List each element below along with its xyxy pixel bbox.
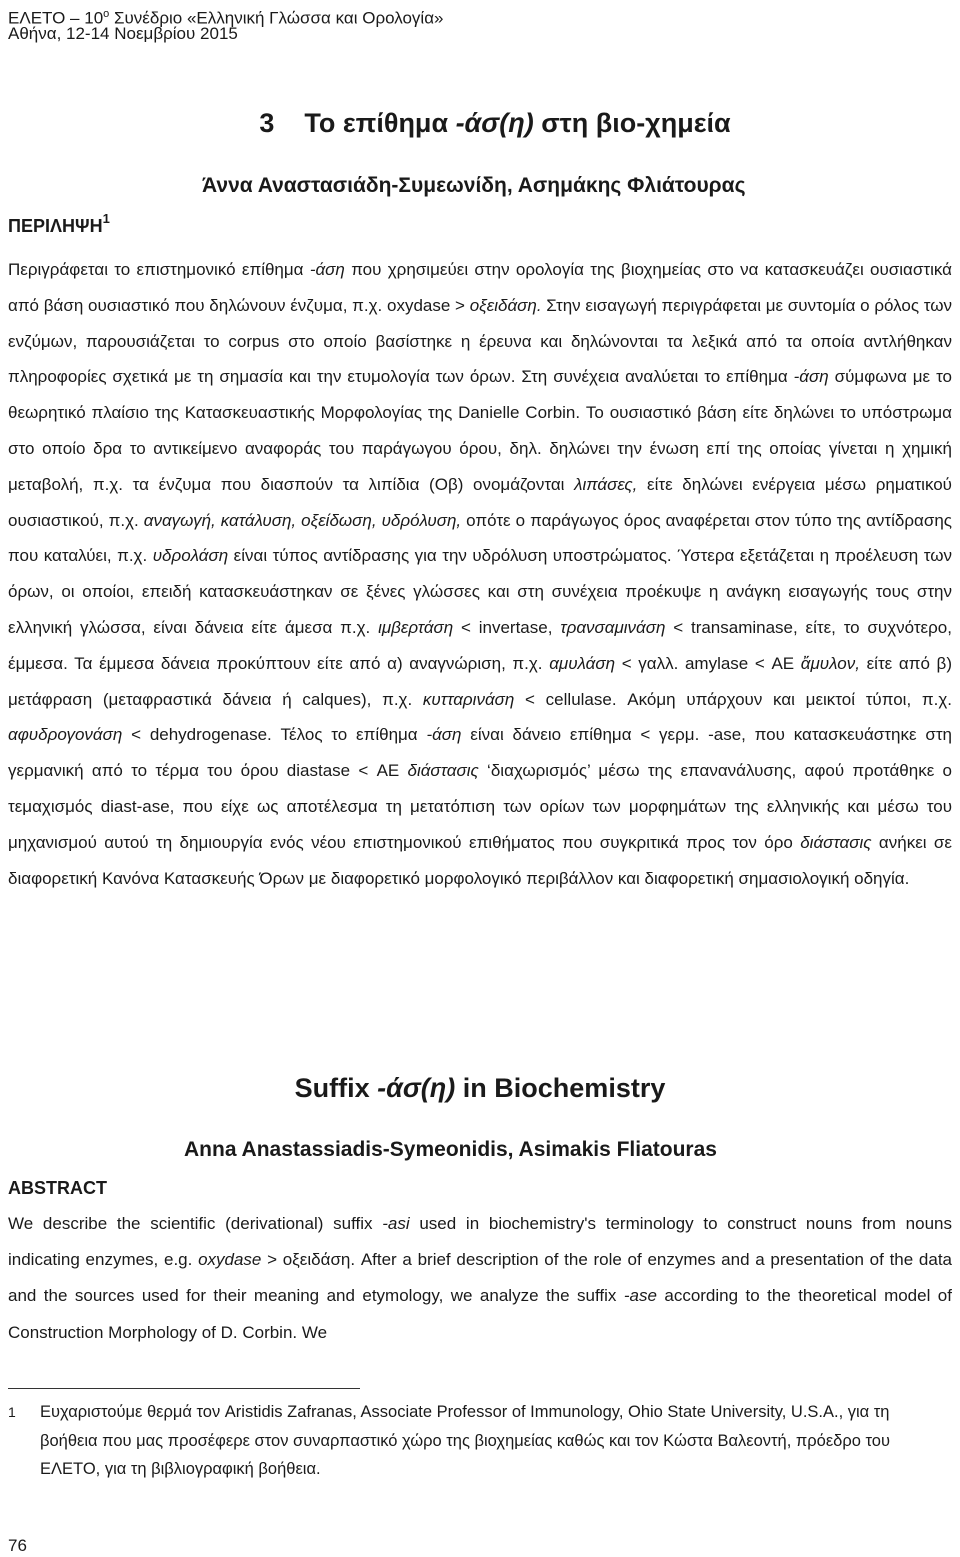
footnote-separator — [8, 1388, 360, 1389]
greek-abstract-body: Περιγράφεται το επιστημονικό επίθημα -άση που χρησιμεύει στην ορολογία της βιοχημείας στο να κατασκευάζει ουσιαστικά από βάση ουσιαστικό που δηλώνουν ένζυμα, π.χ. oxydase > οξειδάση. Στην εισαγωγή περιγράφεται με συντομία ο ρόλος των ενζύμων, παρουσιάζεται το corpus στο οποίο βασίστηκε η έρευνα και δηλώνονται τα λεξικά από τα οποία αντλήθηκαν πληροφορίες σχετικά με τη σημασία και την ετυμολογία των όρων. Στη συνέχεια αναλύεται το επίθημα -άση σύμφωνα με το θεωρητικό πλαίσιο της Κατασκευαστικής Μορφολογίας της Danielle Corbin. Το ουσιαστικό βάση είτε δηλώνει το υπόστρωμα στο οποίο δρα το αντικείμενο αναφοράς του παράγωγου όρου, δηλ. δηλώνει την ένωση επί της οποίας γίνεται η χημική μεταβολή, π.χ. τα ένζυμα που διασπούν τα λιπίδια (Οβ) ονομάζονται λιπάσες, είτε δηλώνει ενέργεια μέσω ρηματικού ουσιαστικού, π.χ. αναγωγή, κατάλυση, οξείδωση, υδρόλυση, οπότε ο παράγωγος όρος αναφέρεται στον τύπο της αντίδρασης που καταλύει, π.χ. υδρολάση είναι τύπος αντίδρασης για την υδρόλυση υποστρώματος. Ύστερα εξετάζεται η προέλευση των όρων, οι οποίοι, επειδή κατασκευάστηκαν σε ξένες γλώσσες και στη συνέχεια προέκυψε η ανάγκη εισαγωγής τους στην ελληνική γλώσσα, είναι δάνεια είτε άμεσα π.χ. ιμβερτάση < invertase, τρανσαμινάση < transaminase, είτε, το συχνότερο, έμμεσα. Τα έμμεσα δάνεια προκύπτουν είτε από α) αναγνώριση, π.χ. αμυλάση < γαλλ. amylase < ΑΕ ἄμυλον, είτε από β) μετάφραση (μεταφραστικά δάνεια ή calques), π.χ. κυτταρινάση < cellulase. Ακόμη υπάρχουν και μεικτοί τύποι, π.χ. αφυδρογονάση < dehydrogenase. Τέλος το επίθημα -άση είναι δάνειο επίθημα < γερμ. -ase, που κατασκευάστηκε στη γερμανική από το τέρμα του όρου diastase < ΑΕ διάστασις ‘διαχωρισμός’ μέσω της επανανάλυσης, αφού προτάθηκε ο τεμαχισμός diast-ase, που είχε ως αποτέλεσμα τη μετατόπιση των ορίων των μορφημάτων της ελληνικής και μέσω του μηχανισμού αυτού τη δημιουργία ενός νέου επιστημονικού επιθήματος που συγκριτικά προς τον όρο διάστασις ανήκει σε διαφορετική Κανόνα Κατασκευής Όρων με διαφορετικό μορφολογικό περιβάλλον και διαφορετική σημασιολογική οδηγία. — [8, 260, 953, 888]
greek-authors: Άννα Αναστασιάδη-Συμεωνίδη, Ασημάκης Φλιάτουρας — [202, 174, 746, 197]
greek-paper-title: 3 Το επίθημα -άσ(η) στη βιο-χημεία — [259, 108, 731, 138]
running-header-conference: ΕΛΕΤΟ – $10^o$ Συνέδριο «Ελληνική Γλώσσα και Ορολογία» — [8, 8, 444, 28]
running-header-date: Αθήνα, 12-14 Νοεμβρίου 2015 — [8, 24, 238, 43]
page-number: 76 — [8, 1536, 27, 1555]
english-abstract-heading: ABSTRACT — [8, 1178, 107, 1198]
english-authors: Anna Anastassiadis-Symeonidis, Asimakis Fliatouras — [184, 1138, 717, 1161]
english-abstract-body: We describe the scientific (derivational) suffix -asi used in biochemistry's terminology to construct nouns from nouns indicating enzymes, e.g. oxydase > οξειδάση. After a brief description of the role of enzymes and a presentation of the data and the sources used for their meaning and etymology, we analyze the suffix -ase according to the theoretical model of Construction Morphology of D. Corbin. We — [8, 1214, 952, 1342]
footnote-text: Ευχαριστούμε θερμά τον Aristidis Zafranas, Associate Professor of Immunology, Ohio State University, U.S.A., για τη βοήθεια που μας προσέφερε στον συναρπαστικό χώρο της βιοχημείας καθώς και τον Κώστα Βαλεοντή, πρόεδρο του ΕΛΕΤΟ, για τη βιβλιογραφική βοήθεια. — [40, 1403, 890, 1478]
english-paper-title: Suffix -άσ(η) in Biochemistry — [294, 1073, 666, 1103]
greek-abstract-heading: ΠΕΡΙΛΗΨΗ$^1$ — [8, 211, 110, 236]
footnote-number: 1 — [8, 1404, 16, 1420]
footnote — [8, 1398, 938, 1484]
footnote-marker: 1 — [102, 211, 110, 226]
